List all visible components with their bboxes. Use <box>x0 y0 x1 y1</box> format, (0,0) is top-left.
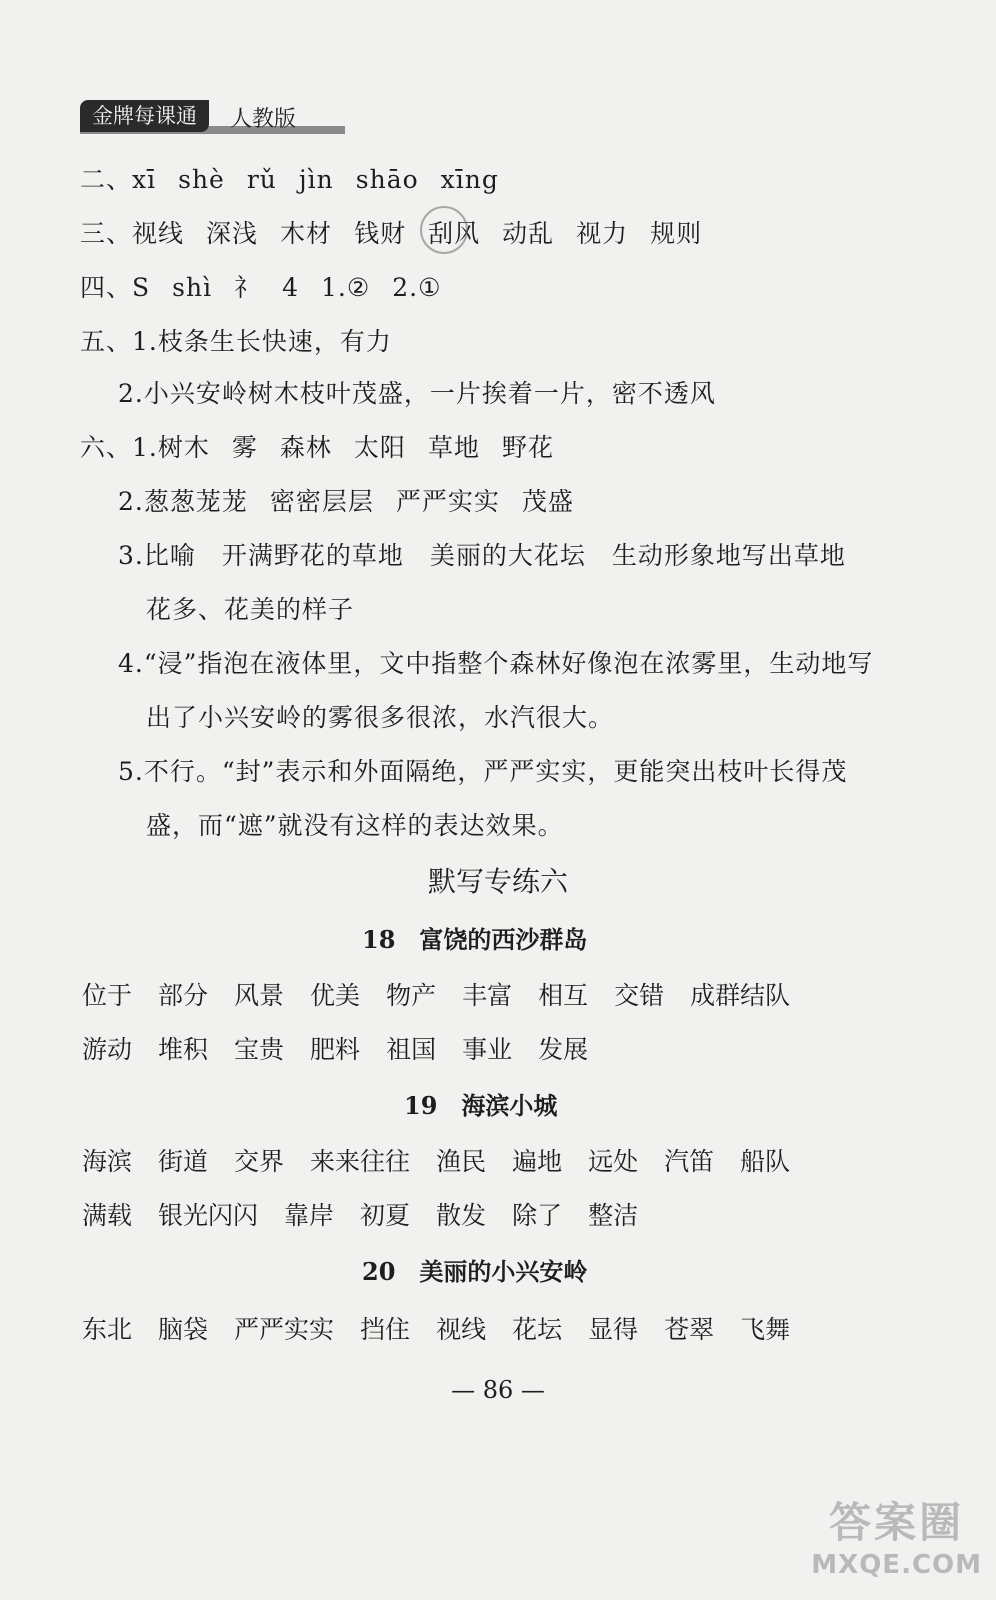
word-answer: 视力 <box>576 219 629 248</box>
lesson-19-words-row-2 <box>82 1196 664 1232</box>
word-answer: 茂盛 <box>521 487 574 516</box>
question-6-answer-2 <box>118 482 574 518</box>
section-title: 默写专练六 <box>427 865 568 898</box>
word-answer: 森林 <box>279 433 332 462</box>
vocab-word: 严严实实 <box>234 1315 335 1344</box>
lesson-19-words-row-1 <box>82 1142 816 1178</box>
answer-item: S <box>132 273 151 302</box>
vocab-word: 街道 <box>158 1147 209 1176</box>
vocab-word: 靠岸 <box>284 1201 335 1230</box>
site-watermark <box>811 1490 982 1580</box>
vocab-word: 宝贵 <box>234 1035 285 1064</box>
question-6-answer-5-line-2: 盛，而“遮”就没有这样的表达效果。 <box>146 811 564 840</box>
lesson-20-title <box>362 1252 587 1287</box>
vocab-word: 交错 <box>614 981 665 1010</box>
vocab-word: 遍地 <box>512 1147 563 1176</box>
word-answer: 视线 <box>132 219 185 248</box>
vocab-word: 交界 <box>234 1147 285 1176</box>
vocab-word: 堆积 <box>158 1035 209 1064</box>
vocab-word: 船队 <box>740 1147 791 1176</box>
vocab-word: 肥料 <box>310 1035 361 1064</box>
question-5-label: 五、 <box>80 327 133 356</box>
sub-number: 1. <box>132 433 158 462</box>
sub-number: 2. <box>118 487 144 516</box>
pinyin-answer: rǔ <box>246 165 277 194</box>
lesson-18-words-row-2 <box>82 1030 614 1066</box>
vocab-word: 来来往往 <box>310 1147 411 1176</box>
vocab-word: 远处 <box>588 1147 639 1176</box>
answer-item: 4 <box>282 273 300 302</box>
question-5-answer-2: 2.小兴安岭树木枝叶茂盛，一片挨着一片，密不透风 <box>118 379 716 408</box>
question-6-answer-4-line-2: 出了小兴安岭的雾很多很浓，水汽很大。 <box>146 703 615 732</box>
word-answer: 严严实实 <box>395 487 500 516</box>
watermark-cn: 答案圈 <box>829 1498 965 1547</box>
lesson-19-title <box>404 1086 557 1121</box>
word-answer: 密密层层 <box>269 487 374 516</box>
question-6-answer-3-line-1: 3.比喻 开满野花的草地 美丽的大花坛 生动形象地写出草地 <box>118 541 846 570</box>
pinyin-answer: shāo <box>355 165 419 194</box>
lesson-name: 海滨小城 <box>461 1091 558 1120</box>
pinyin-answer: shè <box>178 165 225 194</box>
vocab-word: 祖国 <box>386 1035 437 1064</box>
vocab-word: 风景 <box>234 981 285 1010</box>
stamp-mark <box>420 206 468 254</box>
vocab-word: 显得 <box>588 1315 639 1344</box>
word-answer: 树木 <box>157 433 210 462</box>
vocab-word: 飞舞 <box>740 1315 791 1344</box>
vocab-word: 东北 <box>82 1315 133 1344</box>
pinyin-answer: xīng <box>440 165 499 194</box>
question-6-answer-1 <box>80 428 554 464</box>
pinyin-answer: xī <box>132 165 157 194</box>
book-header <box>80 96 350 136</box>
vocab-word: 成群结队 <box>690 981 791 1010</box>
vocab-word: 视线 <box>436 1315 487 1344</box>
vocab-word: 初夏 <box>360 1201 411 1230</box>
vocab-word: 游动 <box>82 1035 133 1064</box>
vocab-word: 苍翠 <box>664 1315 715 1344</box>
vocab-word: 银光闪闪 <box>158 1201 259 1230</box>
question-6-answer-4-line-1: 4.“浸”指泡在液体里，文中指整个森林好像泡在浓雾里，生动地写 <box>118 649 874 678</box>
answer-item: 1.② <box>321 273 371 302</box>
word-answer: 动乱 <box>502 219 555 248</box>
question-6-label: 六、 <box>80 433 133 462</box>
word-answer: 刮风 <box>428 219 481 248</box>
vocab-word: 发展 <box>538 1035 589 1064</box>
word-answer: 深浅 <box>206 219 259 248</box>
vocab-word: 海滨 <box>82 1147 133 1176</box>
watermark-en: MXQE.COM <box>811 1550 982 1580</box>
vocab-word: 整洁 <box>588 1201 639 1230</box>
question-4-answers <box>80 268 442 304</box>
question-3-answers <box>80 214 702 250</box>
answer-text: 1.枝条生长快速，有力 <box>132 327 392 356</box>
vocab-word: 散发 <box>436 1201 487 1230</box>
lesson-number: 19 <box>404 1091 438 1120</box>
vocab-word: 优美 <box>310 981 361 1010</box>
vocab-word: 汽笛 <box>664 1147 715 1176</box>
word-answer: 野花 <box>501 433 554 462</box>
vocab-word: 花坛 <box>512 1315 563 1344</box>
vocab-word: 相互 <box>538 981 589 1010</box>
edition-label: 人教版 <box>230 107 297 132</box>
lesson-18-words-row-1 <box>82 976 816 1012</box>
answer-item: 礻 <box>234 273 261 302</box>
vocab-word: 位于 <box>82 981 133 1010</box>
question-4-label: 四、 <box>80 273 133 302</box>
vocab-word: 物产 <box>386 981 437 1010</box>
question-3-label: 三、 <box>80 219 133 248</box>
vocab-word: 部分 <box>158 981 209 1010</box>
word-answer: 木材 <box>280 219 333 248</box>
answer-item: shì <box>172 273 213 302</box>
word-answer: 葱葱茏茏 <box>143 487 248 516</box>
lesson-20-words-row-1 <box>82 1310 816 1346</box>
word-answer: 钱财 <box>354 219 407 248</box>
pinyin-answer: jìn <box>298 165 334 194</box>
vocab-word: 脑袋 <box>158 1315 209 1344</box>
vocab-word: 事业 <box>462 1035 513 1064</box>
question-6-answer-3-line-2: 花多、花美的样子 <box>146 595 355 624</box>
lesson-name: 美丽的小兴安岭 <box>419 1257 588 1286</box>
question-2-label: 二、 <box>80 165 133 194</box>
question-2-answers <box>80 160 499 196</box>
word-answer: 太阳 <box>353 433 406 462</box>
answer-item: 2.① <box>392 273 442 302</box>
question-6-answer-5-line-1: 5.不行。“封”表示和外面隔绝，严严实实，更能突出枝叶长得茂 <box>118 757 848 786</box>
word-answer: 草地 <box>427 433 480 462</box>
page-number: — 86 — <box>451 1376 545 1404</box>
series-badge: 金牌每课通 <box>80 100 209 132</box>
lesson-18-title <box>362 920 587 955</box>
lesson-number: 20 <box>362 1257 396 1286</box>
word-answer: 规则 <box>650 219 703 248</box>
word-answer: 雾 <box>231 433 258 462</box>
vocab-word: 挡住 <box>360 1315 411 1344</box>
lesson-number: 18 <box>362 925 396 954</box>
question-5-answer-1 <box>80 322 392 358</box>
vocab-word: 除了 <box>512 1201 563 1230</box>
vocab-word: 渔民 <box>436 1147 487 1176</box>
vocab-word: 丰富 <box>462 981 513 1010</box>
vocab-word: 满载 <box>82 1201 133 1230</box>
lesson-name: 富饶的西沙群岛 <box>419 925 588 954</box>
